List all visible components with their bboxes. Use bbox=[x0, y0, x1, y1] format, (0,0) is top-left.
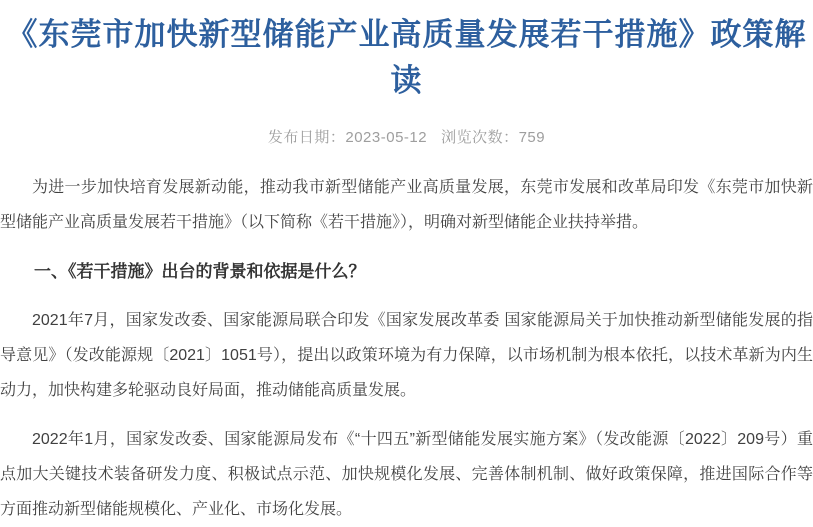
section-heading-background: 一、《若干措施》出台的背景和依据是什么？ bbox=[34, 262, 366, 281]
paragraph-intro: 为进一步加快培育发展新动能，推动我市新型储能产业高质量发展，东莞市发展和改革局印发《东莞市加快新型储能产业高质量发展若干措施》（以下简称《若干措施》），明确对新型储能企业扶持举措。 bbox=[0, 179, 813, 231]
paragraph-2021-policy: 2021年7月，国家发改委、国家能源局联合印发《国家发展改革委 国家能源局关于加快推动新型储能发展的指导意见》（发改能源规〔2021〕1051号），提出以政策环境为有力保障，以市场机制为根本依托，以技术革新为内生动力，加快构建多轮驱动良好局面，推动储能高质量发展。 bbox=[0, 312, 813, 399]
publish-date: 发布日期：2023-05-12 bbox=[267, 129, 428, 146]
paragraph-2022-policy: 2022年1月，国家发改委、国家能源局发布《“十四五”新型储能发展实施方案》（发改能源〔2022〕209号）重点加大关键技术装备研发力度、积极试点示范、加快规模化发展、完善体制机制、做好政策保障，推进国际合作等方面推动新型储能规模化、产业化、市场化发展。 bbox=[0, 431, 813, 518]
article-meta bbox=[0, 128, 813, 148]
view-count: 浏览次数：759 bbox=[441, 129, 546, 146]
page-title: 《东莞市加快新型储能产业高质量发展若干措施》政策解读 bbox=[6, 17, 807, 98]
